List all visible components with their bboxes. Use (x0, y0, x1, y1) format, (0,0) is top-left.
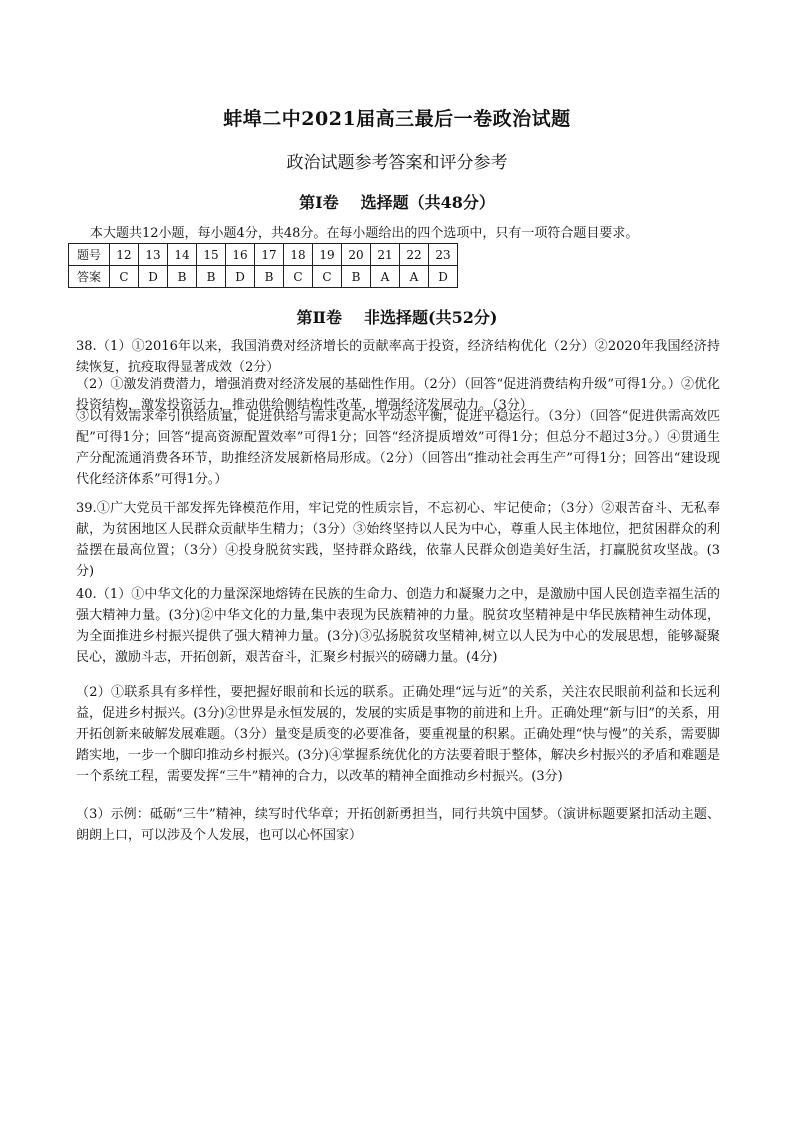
row-label-number: 题号 (69, 244, 110, 266)
question-number-cell: 18 (284, 244, 313, 266)
answer-40-part3: （3）示例：砥砺“三牛”精神，续写时代华章；开拓创新勇担当，同行共筑中国梦。（演讲标题要紧扣活动主题、朗朗上口，可以涉及个人发展，也可以心怀国家） (76, 807, 720, 843)
part1-heading (0, 190, 794, 213)
question-number-cell: 23 (429, 244, 458, 266)
part2-heading-right: 非选择题(共52分) (364, 308, 498, 327)
question-number-cell: 17 (255, 244, 284, 266)
question-number-cell: 12 (110, 244, 139, 266)
document-subtitle: 政治试题参考答案和评分参考 (286, 153, 508, 173)
answer-cell: C (313, 266, 342, 288)
answer-40-part2: （2）①联系具有多样性，要把握好眼前和长远的联系。正确处理“远与近”的关系，关注农民眼前利益和长远利益，促进乡村振兴。(3分)②世界是永恒发展的，发展的实质是事物的前进和上升。正确处理“新与旧”的关系，用开拓创新来破解发展难题。（3分）量变是质变的必要准备，要重视量的积累。正确处理“快与慢”的关系，需要脚踏实地，一步一个脚印推动乡村振兴。(3分)④掌握系统优化的方法要着眼于整体，解决乡村振兴的矛盾和难题是一个系统工程，需要发挥“三牛”精神的合力，以改革的精神全面推动乡村振兴。(3分) (76, 685, 720, 784)
answer-table (68, 243, 458, 288)
question-number-cell: 13 (139, 244, 168, 266)
answer-cell: B (342, 266, 371, 288)
answer-40-part1: 40.（1）①中华文化的力量深深地熔铸在民族的生命力、创造力和凝聚力之中，是激励中国人民创造幸福生活的强大精神力量。(3分)②中华文化的力量,集中表现为民族精神的力量。脱贫攻坚精神是中华民族精神生动体现，为全面推进乡村振兴提供了强大精神力量。(3分)③弘扬脱贫攻坚精神,树立以人民为中心的发展思想，能够凝聚民心，激励斗志，开拓创新，艰苦奋斗，汇聚乡村振兴的磅礴力量。(4分) (76, 587, 720, 665)
answer-table-answer-row (69, 266, 458, 288)
part2-heading (0, 305, 794, 328)
answer-cell: D (226, 266, 255, 288)
answer-39: 39.①广大党员干部发挥先锋模范作用，牢记党的性质宗旨，不忘初心、牢记使命；（3分）②艰苦奋斗、无私奉献，为贫困地区人民群众贡献毕生精力；（3分）③始终坚持以人民为中心，尊重人民主体地位，把贫困群众的利益摆在最高位置；（3分）④投身脱贫实践，坚持群众路线，依靠人民群众创造美好生活，打赢脱贫攻坚战。(3分) (76, 501, 720, 579)
answer-cell: C (284, 266, 313, 288)
answer-38-part2-b: ③以有效需求牵引供给质量，促进供给与需求更高水平动态平衡，促进平稳运行。（3分）（回答“促进供需高效匹配”可得1分；回答“提高资源配置效率”可得1分；回答“经济提质增效”可得1分；但总分不超过3分。）④贯通生产分配流通消费各环节，助推经济发展新格局形成。（2分）（回答出“推动社会再生产”可得1分；回答出“建设现代化经济体系”可得1分。） (76, 409, 720, 487)
question-number-cell: 20 (342, 244, 371, 266)
question-number-cell: 22 (400, 244, 429, 266)
part2-heading-left: 第Ⅱ卷 (296, 308, 343, 327)
question-number-cell: 21 (371, 244, 400, 266)
question-number-cell: 15 (197, 244, 226, 266)
answer-cell: B (168, 266, 197, 288)
answer-38-part1: 38.（1）①2016年以来，我国消费对经济增长的贡献率高于投资，经济结构优化（2分）②2020年我国经济持续恢复，抗疫取得显著成效（2分） (76, 339, 720, 375)
answer-cell: A (400, 266, 429, 288)
question-number-cell: 19 (313, 244, 342, 266)
answer-cell: B (197, 266, 226, 288)
answer-cell: C (110, 266, 139, 288)
answer-cell: D (139, 266, 168, 288)
part1-intro: 本大题共12小题，每小题4分，共48分。在每小题给出的四个选项中，只有一项符合题目要求。 (90, 226, 639, 241)
part1-heading-right: 选择题（共48分） (360, 193, 495, 212)
answer-cell: D (429, 266, 458, 288)
row-label-answer: 答案 (69, 266, 110, 288)
answer-table-number-row (69, 244, 458, 266)
part1-heading-left: 第Ⅰ卷 (299, 193, 339, 212)
answer-cell: B (255, 266, 284, 288)
answer-38-part2-a: （2）①激发消费潜力，增强消费对经济发展的基础性作用。（2分）（回答“促进消费结构升级”可得1分。）②优化投资结构，激发投资活力，推动供给侧结构性改革，增强经济发展动力。（3分） (76, 377, 720, 413)
answer-cell: A (371, 266, 400, 288)
question-number-cell: 16 (226, 244, 255, 266)
document-title: 蚌埠二中2021届高三最后一卷政治试题 (223, 108, 571, 130)
question-number-cell: 14 (168, 244, 197, 266)
